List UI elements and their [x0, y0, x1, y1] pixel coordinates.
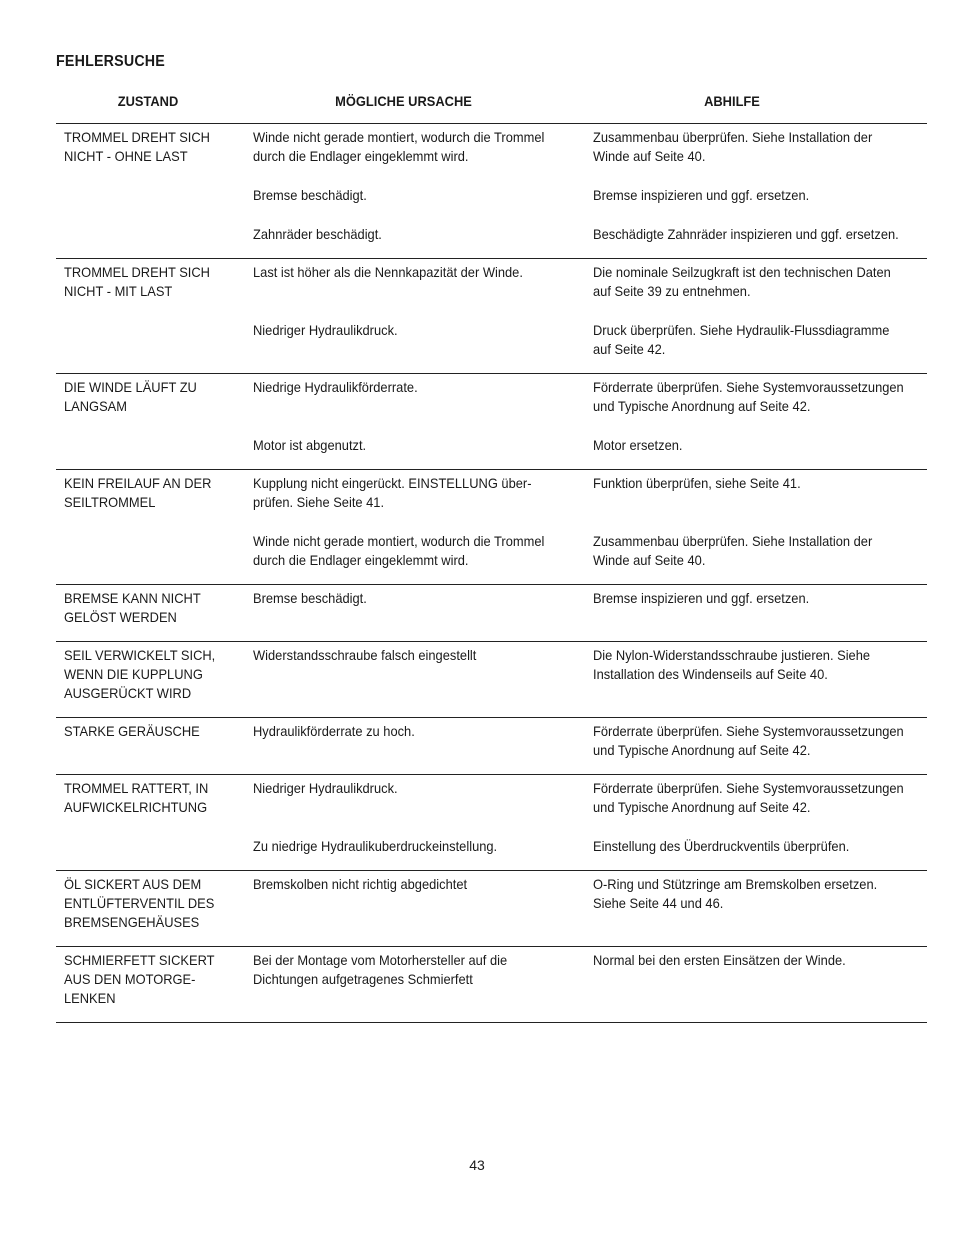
fix-text: Zusammenbau überprüfen. Siehe Installation der Winde auf Seite 40. [593, 129, 873, 164]
fix-cell [588, 512, 927, 585]
troubleshooting-group [56, 642, 927, 718]
fix-text: Beschädigte Zahnräder inspizieren und ggf. ersetzen. [593, 226, 899, 242]
state-cell [56, 124, 248, 259]
fix-cell [588, 585, 927, 642]
state-text: STARKE GERÄUSCHE [64, 723, 200, 739]
state-text: SCHMIERFETT SICKERT AUS DEN MOTORGE- LENKEN [64, 952, 215, 1006]
header-zustand: ZUSTAND [117, 93, 179, 109]
fix-text: Die Nylon-Widerstandsschraube justieren. Siehe Installation des Windenseils auf Seite 40. [593, 647, 871, 682]
table-row [56, 470, 927, 513]
fix-text: Einstellung des Überdruckventils überprüfen. [593, 838, 850, 854]
troubleshooting-group [56, 775, 927, 871]
troubleshooting-group [56, 718, 927, 775]
troubleshooting-group [56, 259, 927, 374]
fix-cell [588, 416, 927, 470]
fix-cell [588, 470, 927, 513]
state-cell [56, 259, 248, 374]
troubleshooting-group [56, 585, 927, 642]
table-row [56, 124, 927, 167]
fix-cell [588, 871, 927, 947]
table-row [56, 718, 927, 775]
troubleshooting-group [56, 124, 927, 259]
state-cell [56, 374, 248, 470]
fix-text: Bremse inspizieren und ggf. ersetzen. [593, 590, 810, 606]
state-text: BREMSE KANN NICHT GELÖST WERDEN [64, 590, 201, 625]
fix-cell [588, 817, 927, 871]
table-row [56, 642, 927, 718]
troubleshooting-group [56, 947, 927, 1023]
cause-cell [248, 775, 588, 818]
fix-cell [588, 166, 927, 205]
fix-text: Förderrate überprüfen. Siehe Systemvoraussetzungen und Typische Anordnung auf Seite 42. [593, 723, 904, 758]
cause-cell [248, 871, 588, 947]
cause-cell [248, 259, 588, 302]
fix-text: Bremse inspizieren und ggf. ersetzen. [593, 187, 810, 203]
fix-cell [588, 718, 927, 775]
state-text: TROMMEL DREHT SICH NICHT - OHNE LAST [64, 129, 210, 164]
page-title: FEHLERSUCHE [56, 53, 165, 70]
cause-text: Zu niedrige Hydraulikuberdruckeinstellung. [253, 838, 498, 854]
fix-cell [588, 259, 927, 302]
fix-cell [588, 642, 927, 718]
cause-text: Winde nicht gerade montiert, wodurch die Trommel durch die Endlager eingeklemmt wird. [253, 129, 545, 164]
fix-text: Die nominale Seilzugkraft ist den technischen Daten auf Seite 39 zu entnehmen. [593, 264, 891, 299]
cause-text: Bremse beschädigt. [253, 590, 367, 606]
cause-cell [248, 642, 588, 718]
fix-cell [588, 124, 927, 167]
cause-cell [248, 301, 588, 374]
cause-text: Winde nicht gerade montiert, wodurch die Trommel durch die Endlager eingeklemmt wird. [253, 533, 545, 568]
cause-cell [248, 512, 588, 585]
cause-cell [248, 585, 588, 642]
cause-text: Zahnräder beschädigt. [253, 226, 382, 242]
fix-text: Normal bei den ersten Einsätzen der Winde. [593, 952, 846, 968]
fix-cell [588, 301, 927, 374]
cause-text: Hydraulikförderrate zu hoch. [253, 723, 415, 739]
state-text: DIE WINDE LÄUFT ZU LANGSAM [64, 379, 197, 414]
cause-text: Bei der Montage vom Motorhersteller auf die Dichtungen aufgetragenes Schmierfett [253, 952, 508, 987]
table-header [56, 93, 897, 123]
cause-text: Niedrige Hydraulikförderrate. [253, 379, 418, 395]
cause-text: Niedriger Hydraulikdruck. [253, 322, 398, 338]
state-cell [56, 947, 248, 1023]
fix-text: Zusammenbau überprüfen. Siehe Installation der Winde auf Seite 40. [593, 533, 873, 568]
table-row [56, 374, 927, 417]
state-text: TROMMEL DREHT SICH NICHT - MIT LAST [64, 264, 210, 299]
cause-cell [248, 470, 588, 513]
cause-cell [248, 947, 588, 1023]
troubleshooting-group [56, 374, 927, 470]
state-text: ÖL SICKERT AUS DEM ENTLÜFTERVENTIL DES BREMSENGEHÄUSES [64, 876, 215, 930]
fix-cell [588, 205, 927, 259]
state-cell [56, 470, 248, 585]
cause-cell [248, 718, 588, 775]
cause-cell [248, 374, 588, 417]
state-text: KEIN FREILAUF AN DER SEILTROMMEL [64, 475, 212, 510]
header-abhilfe: ABHILFE [704, 93, 760, 109]
fix-text: Förderrate überprüfen. Siehe Systemvoraussetzungen und Typische Anordnung auf Seite 42. [593, 379, 904, 414]
fix-text: Druck überprüfen. Siehe Hydraulik-Flussdiagramme auf Seite 42. [593, 322, 890, 357]
cause-text: Bremskolben nicht richtig abgedichtet [253, 876, 468, 892]
cause-text: Niedriger Hydraulikdruck. [253, 780, 398, 796]
table-row [56, 947, 927, 1023]
cause-cell [248, 124, 588, 167]
cause-text: Widerstandsschraube falsch eingestellt [253, 647, 477, 663]
cause-text: Kupplung nicht eingerückt. EINSTELLUNG über- prüfen. Siehe Seite 41. [253, 475, 532, 510]
state-text: TROMMEL RATTERT, IN AUFWICKELRICHTUNG [64, 780, 209, 815]
state-cell [56, 871, 248, 947]
state-cell [56, 585, 248, 642]
table-row [56, 775, 927, 818]
fix-text: Funktion überprüfen, siehe Seite 41. [593, 475, 801, 491]
cause-text: Bremse beschädigt. [253, 187, 367, 203]
state-text: SEIL VERWICKELT SICH, WENN DIE KUPPLUNG AUSGERÜCKT WIRD [64, 647, 216, 701]
state-cell [56, 775, 248, 871]
cause-cell [248, 817, 588, 871]
troubleshooting-table [56, 123, 927, 1023]
table-row [56, 871, 927, 947]
fix-cell [588, 947, 927, 1023]
fix-text: Motor ersetzen. [593, 437, 683, 453]
table-row [56, 259, 927, 302]
troubleshooting-group [56, 871, 927, 947]
cause-cell [248, 416, 588, 470]
table-row [56, 585, 927, 642]
fix-cell [588, 374, 927, 417]
page-number: 43 [469, 1157, 485, 1173]
cause-cell [248, 166, 588, 205]
cause-text: Last ist höher als die Nennkapazität der Winde. [253, 264, 523, 280]
cause-text: Motor ist abgenutzt. [253, 437, 367, 453]
troubleshooting-group [56, 470, 927, 585]
state-cell [56, 642, 248, 718]
state-cell [56, 718, 248, 775]
cause-cell [248, 205, 588, 259]
fix-text: Förderrate überprüfen. Siehe Systemvoraussetzungen und Typische Anordnung auf Seite 42. [593, 780, 904, 815]
fix-cell [588, 775, 927, 818]
fix-text: O-Ring und Stützringe am Bremskolben ersetzen. Siehe Seite 44 und 46. [593, 876, 878, 911]
header-ursache: MÖGLICHE URSACHE [335, 93, 472, 109]
